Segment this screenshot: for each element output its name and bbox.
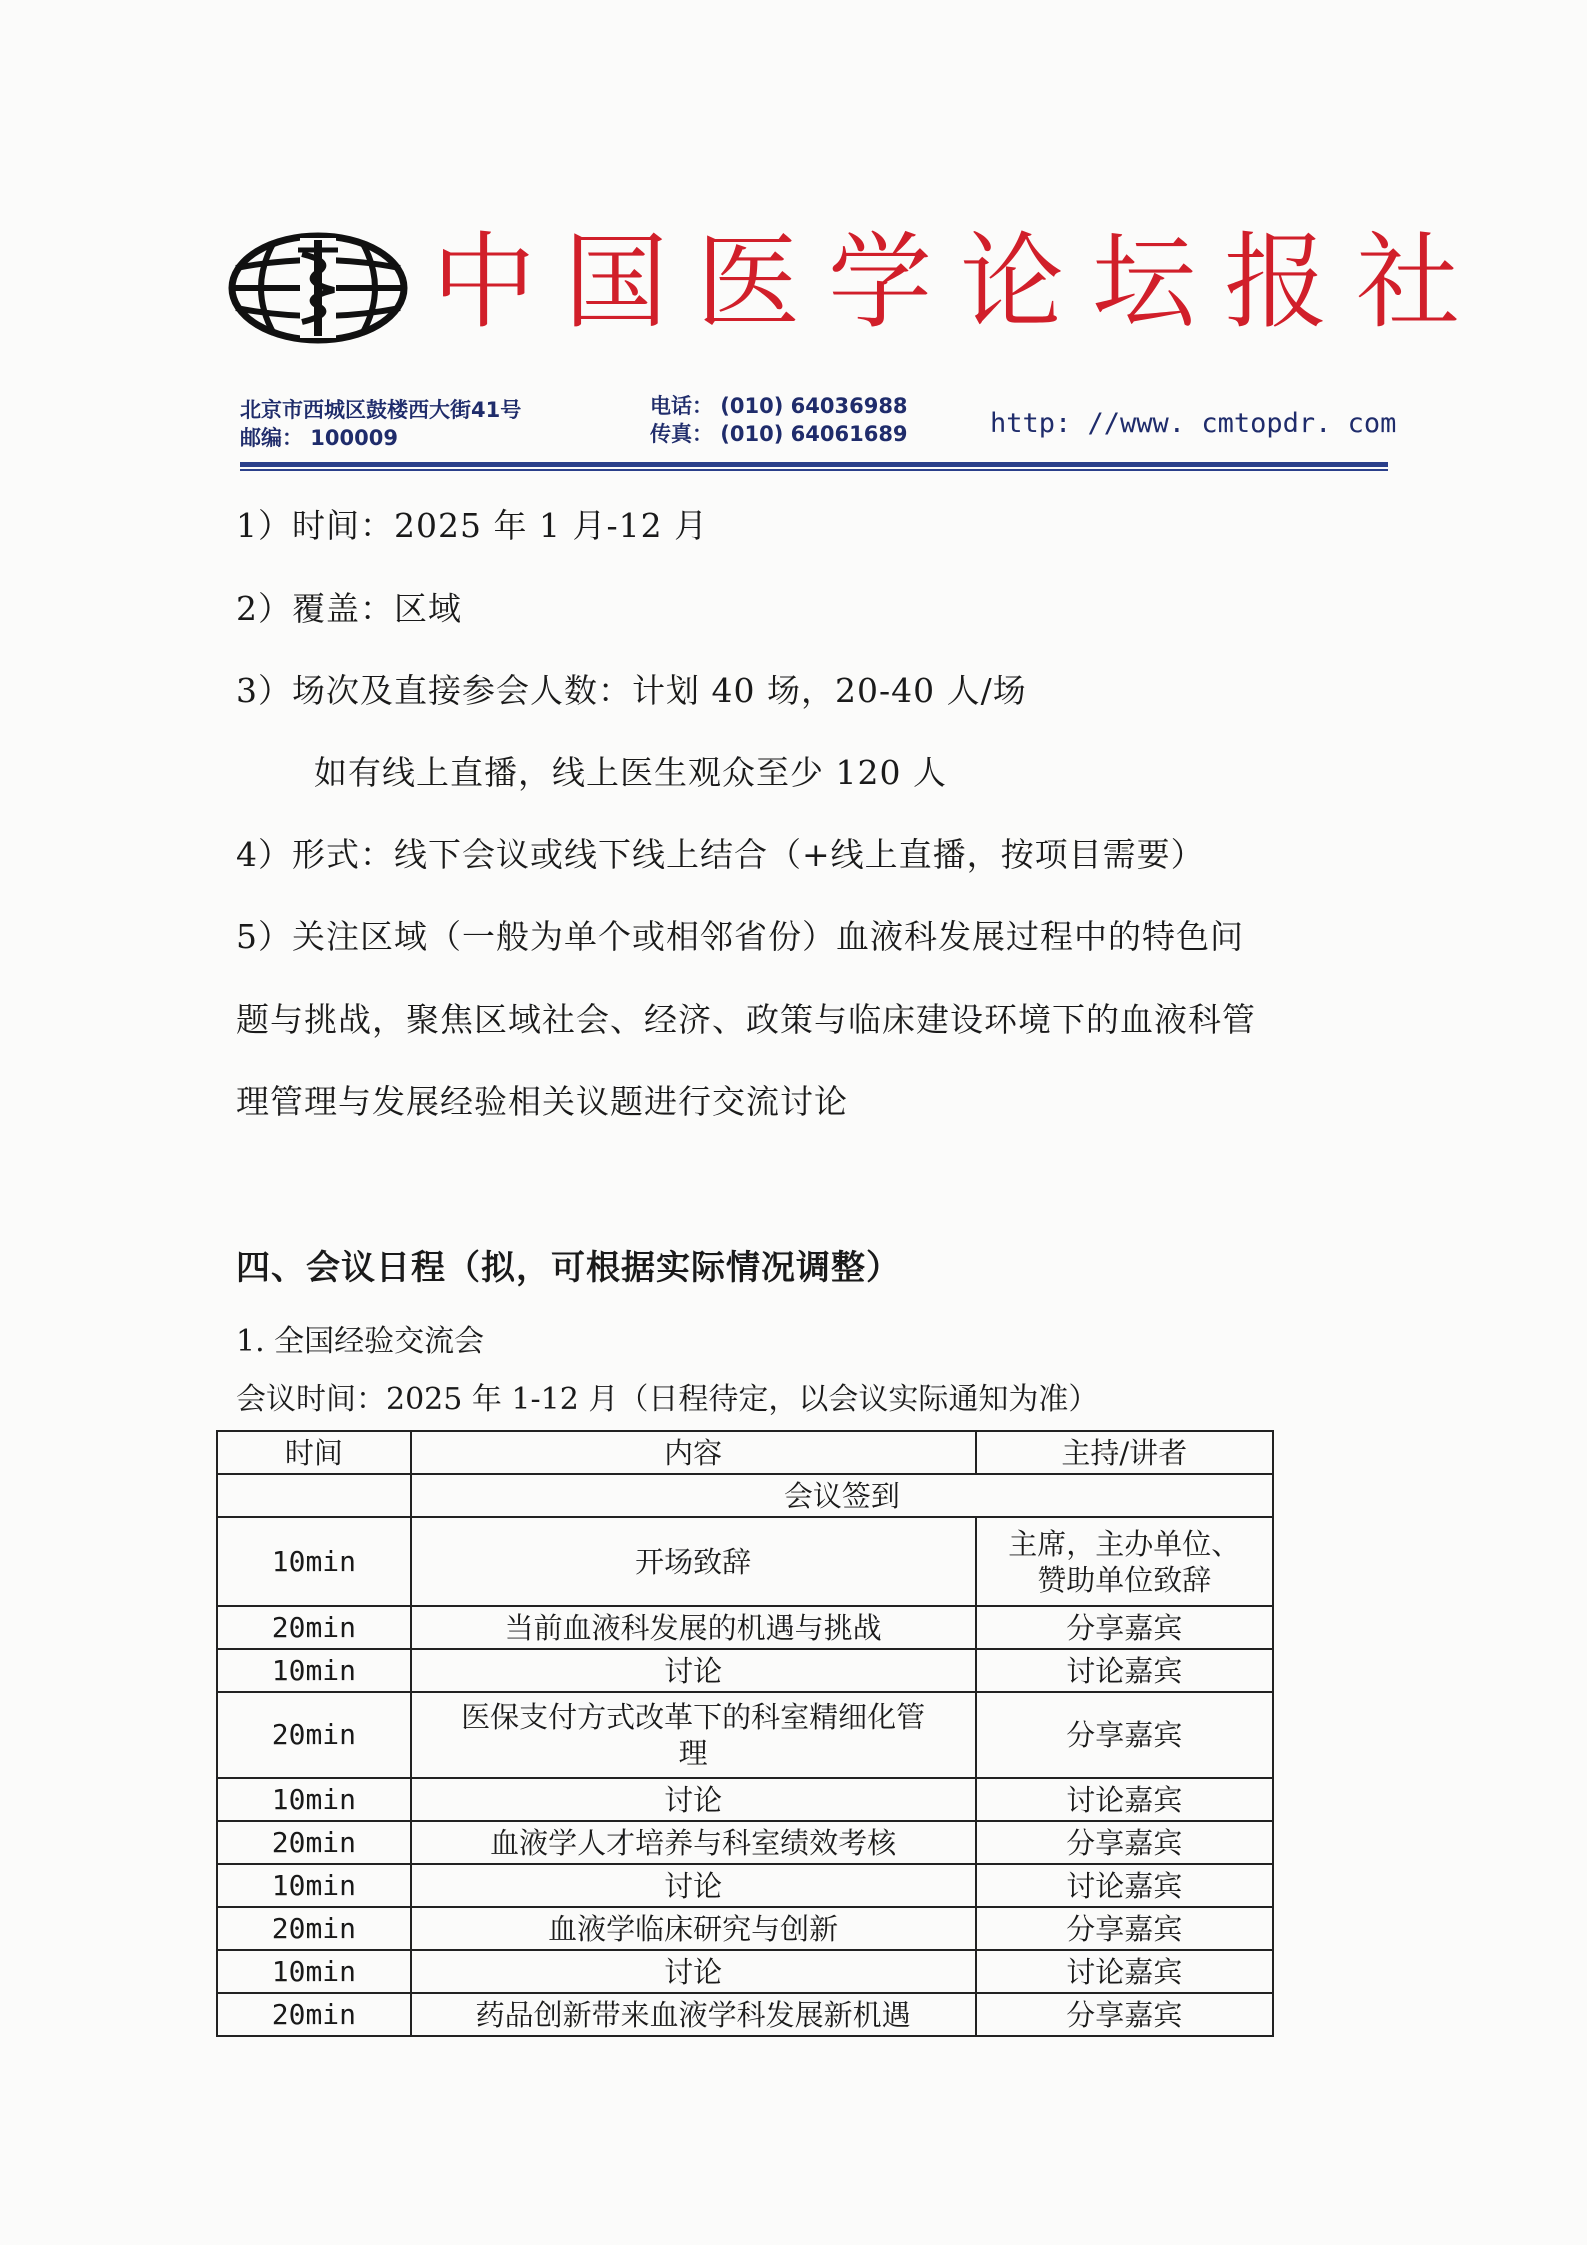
table-row <box>217 1517 1273 1606</box>
cell-time: 10min <box>217 1517 411 1606</box>
header-content: 内容 <box>411 1431 976 1474</box>
cell-time: 10min <box>217 1649 411 1692</box>
cell-host: 分享嘉宾 <box>976 1907 1273 1950</box>
globe-caduceus-logo <box>228 232 408 344</box>
cell-host: 讨论嘉宾 <box>976 1950 1273 1993</box>
section-heading: 四、会议日程（拟，可根据实际情况调整） <box>236 1248 901 1288</box>
item-sessions: 3）场次及直接参会人数：计划 40 场，20-40 人/场 <box>236 671 1027 710</box>
contact-phone-block <box>650 392 908 448</box>
cell-content: 药品创新带来血液学科发展新机遇 <box>411 1993 976 2036</box>
cell-content <box>411 1692 976 1778</box>
item-format: 4）形式：线下会议或线下线上结合（+线上直播，按项目需要） <box>236 835 1205 874</box>
cell-content-line: 医保支付方式改革下的科室精细化管 <box>461 1700 926 1734</box>
cell-time: 20min <box>217 1821 411 1864</box>
cell-content: 讨论 <box>411 1864 976 1907</box>
header-host: 主持/讲者 <box>976 1431 1273 1474</box>
table-row <box>217 1778 1273 1821</box>
cell-host: 讨论嘉宾 <box>976 1864 1273 1907</box>
table-row <box>217 1821 1273 1864</box>
organization-name: 中国医学论坛报社 <box>432 221 1489 343</box>
cell-content: 讨论 <box>411 1649 976 1692</box>
cell-host: 分享嘉宾 <box>976 1606 1273 1649</box>
cell-content: 开场致辞 <box>411 1517 976 1606</box>
cell-time: 20min <box>217 1993 411 2036</box>
cell-host: 讨论嘉宾 <box>976 1649 1273 1692</box>
website-text: http: //www. cmtopdr. com <box>990 408 1397 439</box>
cell-host: 讨论嘉宾 <box>976 1778 1273 1821</box>
postcode-text: 邮编： 100009 <box>240 426 398 450</box>
table-row <box>217 1864 1273 1907</box>
table-row <box>217 1993 1273 2036</box>
table-header-row <box>217 1431 1273 1474</box>
cell-content: 讨论 <box>411 1778 976 1821</box>
item-focus-line-2: 题与挑战，聚焦区域社会、经济、政策与临床建设环境下的血液科管 <box>236 1000 1256 1039</box>
contact-address-block <box>240 396 521 452</box>
header-divider <box>240 462 1388 467</box>
cell-content: 血液学人才培养与科室绩效考核 <box>411 1821 976 1864</box>
fax-text: 传真： (010) 64061689 <box>650 422 908 446</box>
cell-content: 当前血液科发展的机遇与挑战 <box>411 1606 976 1649</box>
cell-time: 20min <box>217 1692 411 1778</box>
phone-text: 电话： (010) 64036988 <box>650 394 908 418</box>
cell-host-line: 赞助单位致辞 <box>1037 1562 1212 1597</box>
table-row <box>217 1649 1273 1692</box>
meeting-time-text: 会议时间：2025 年 1-12 月（日程待定，以会议实际通知为准） <box>236 1382 1099 1417</box>
cell-host: 分享嘉宾 <box>976 1993 1273 2036</box>
cell-host <box>976 1517 1273 1606</box>
cell-content: 血液学临床研究与创新 <box>411 1907 976 1950</box>
cell-host-line: 主席，主办单位、 <box>1008 1526 1241 1561</box>
cell-content: 讨论 <box>411 1950 976 1993</box>
cell-time: 10min <box>217 1864 411 1907</box>
table-row <box>217 1950 1273 1993</box>
subsection-heading: 1. 全国经验交流会 <box>236 1324 485 1359</box>
cell-time <box>217 1474 411 1517</box>
cell-time: 10min <box>217 1950 411 1993</box>
cell-content-line: 理 <box>678 1736 708 1770</box>
cell-host: 分享嘉宾 <box>976 1821 1273 1864</box>
item-time: 1）时间：2025 年 1 月-12 月 <box>236 506 709 545</box>
item-focus-line-1: 5）关注区域（一般为单个或相邻省份）血液科发展过程中的特色问 <box>236 917 1244 956</box>
item-focus-line-3: 理管理与发展经验相关议题进行交流讨论 <box>236 1082 848 1121</box>
cell-time: 20min <box>217 1907 411 1950</box>
header-time: 时间 <box>217 1431 411 1474</box>
header-divider-thin <box>240 469 1388 471</box>
cell-host: 分享嘉宾 <box>976 1692 1273 1778</box>
table-row <box>217 1907 1273 1950</box>
table-row <box>217 1474 1273 1517</box>
cell-checkin: 会议签到 <box>411 1474 1273 1517</box>
table-row <box>217 1692 1273 1778</box>
cell-time: 20min <box>217 1606 411 1649</box>
cell-time: 10min <box>217 1778 411 1821</box>
table-row <box>217 1606 1273 1649</box>
address-text: 北京市西城区鼓楼西大街41号 <box>240 398 522 422</box>
schedule-table <box>216 1430 1274 2037</box>
item-sessions-online: 如有线上直播，线上医生观众至少 120 人 <box>314 753 947 792</box>
item-coverage: 2）覆盖：区域 <box>236 589 462 628</box>
